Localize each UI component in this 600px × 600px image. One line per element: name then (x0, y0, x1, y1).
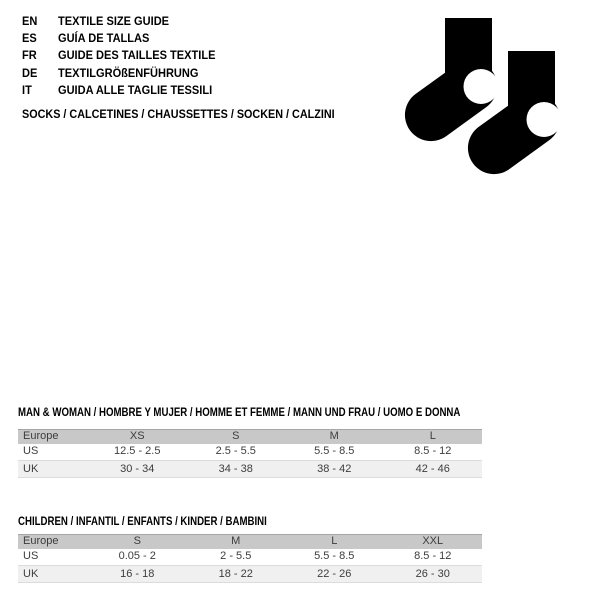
column-header-size: M (329, 430, 339, 443)
table-row-uk (18, 566, 482, 583)
size-cell: 5.5 - 8.5 (314, 550, 355, 563)
table-header-row (18, 430, 482, 444)
size-cell: 8.5 - 12 (414, 445, 452, 458)
size-cell: 30 - 34 (120, 462, 155, 475)
region-cell: US (23, 550, 39, 563)
language-row (22, 13, 229, 30)
size-cell: 0.05 - 2 (118, 550, 156, 563)
column-header-size: M (231, 535, 241, 548)
column-header-size: XXL (422, 535, 444, 548)
size-cell: 34 - 38 (218, 462, 253, 475)
language-code: EN (22, 14, 38, 28)
region-cell: UK (23, 462, 39, 475)
table-header-row (18, 535, 482, 549)
size-table-man-woman (18, 407, 482, 478)
language-list (22, 13, 229, 99)
language-label: GUIDA ALLE TAGLIE TESSILI (58, 82, 213, 97)
column-header-size: XS (129, 430, 145, 443)
table-row-uk (18, 461, 482, 478)
socks-icon (395, 0, 600, 185)
size-cell: 12.5 - 2.5 (114, 445, 161, 458)
language-row (22, 30, 229, 47)
column-header-region: Europe (23, 430, 59, 443)
size-table (18, 429, 482, 478)
language-row (22, 47, 229, 64)
language-code: DE (22, 65, 38, 80)
language-code: IT (22, 82, 32, 97)
size-cell: 38 - 42 (317, 462, 352, 475)
column-header-size: L (429, 430, 436, 443)
column-header-size: S (133, 535, 141, 548)
column-header-size: L (331, 535, 338, 548)
table-title: MAN & WOMAN / HOMBRE Y MUJER / HOMME ET FEMME / MANN UND FRAU / UOMO E DONNA (18, 407, 461, 419)
category-title: SOCKS / CALCETINES / CHAUSSETTES / SOCKEN / CALZINI (22, 107, 335, 121)
language-row (22, 82, 229, 99)
language-label: TEXTILGRÖßENFÜHRUNG (58, 65, 199, 80)
region-cell: UK (23, 567, 39, 580)
column-header-size: S (232, 430, 240, 443)
language-label: GUIDE DES TAILLES TEXTILE (58, 48, 216, 63)
size-table-children (18, 516, 482, 583)
size-cell: 16 - 18 (120, 567, 155, 580)
size-table (18, 534, 482, 583)
sock-heel-cutout (464, 69, 499, 104)
table-row-us (18, 444, 482, 461)
size-cell: 22 - 26 (317, 567, 352, 580)
language-label: TEXTILE SIZE GUIDE (58, 14, 170, 28)
size-cell: 5.5 - 8.5 (314, 445, 355, 458)
column-header-region: Europe (23, 535, 59, 548)
region-cell: US (23, 445, 39, 458)
size-cell: 2 - 5.5 (220, 550, 252, 563)
table-row-us (18, 549, 482, 566)
language-code: FR (22, 48, 37, 63)
language-code: ES (22, 31, 37, 46)
size-cell: 8.5 - 12 (414, 550, 452, 563)
size-cell: 18 - 22 (218, 567, 253, 580)
size-cell: 42 - 46 (415, 462, 450, 475)
size-cell: 26 - 30 (415, 567, 450, 580)
language-label: GUÍA DE TALLAS (58, 31, 150, 46)
size-cell: 2.5 - 5.5 (215, 445, 256, 458)
language-row (22, 65, 229, 82)
table-title: CHILDREN / INFANTIL / ENFANTS / KINDER / BAMBINI (18, 516, 267, 528)
sock-heel-cutout (527, 102, 562, 137)
